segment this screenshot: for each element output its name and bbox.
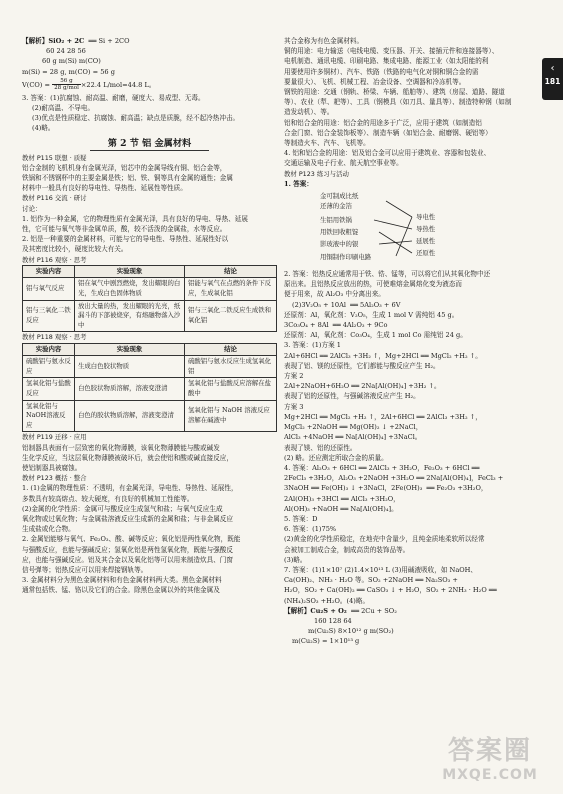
diagram-left-label: 用铁回收粗锭 [320,228,359,237]
answer-6-line: (2)黄金的化学性质稳定，在地壳中含量少，且纯金质地柔软所以经常 [284,535,485,544]
paragraph-line: 交通运输及电子行业、航天航空事业等。 [284,159,403,168]
table-row: 铝与氧气反应 铝在氧气中剧烈燃烧，发出耀眼的白光，生成白色固体物质 铝能与氧气在点燃的条件下反应，生成氧化铝 [23,278,277,300]
match-line [386,201,412,217]
chevron-left-icon: ‹ [550,63,555,74]
answer-2-line: 2. 答案：铝热反应通常用于铁、锆、锰等，可以将它们从其氧化物中还 [284,270,491,279]
paragraph-line: 多数具有较高熔点、较大硬度，有良好的机械加工性能等。 [22,494,194,503]
answer-3-line: (4)略。 [32,124,55,133]
answer-5-line: 5. 答案：D [284,514,318,523]
diagram-right-label: 延展性 [416,237,436,246]
answer-6-line: (3)略。 [284,555,307,564]
paragraph-line: 1. (1)金属的物理性质：不透明，有金属光泽，导电性、导热性、延展性， [22,484,238,493]
answer-7-line: (NH₄)₂SO₃ +H₂O。(4)略。 [284,596,370,605]
answer-7-line: H₂O，SO₂ + Ca(OH)₂ ══ CaSO₃ ↓ + H₂O，SO₂ + 2NH₃ · H₂O ══ [284,586,497,595]
table-row: 氢氧化铝与NaOH溶液反应 白色的胶状物质溶解，溶液变澄清 氢氧化铝与 NaOH 溶液反应溶解在碱液中 [23,400,277,432]
subsection-heading: 教材 P116 观察 · 思考 [22,255,87,264]
experiment-table-2 [22,343,277,433]
answer-7-equation: 【解析】Cu₂S + O₂ ══ 2Cu + SO₂ [284,606,397,615]
answer-3-line: 表现了铝的还原性，与强碱溶液反应产生 H₂。 [284,392,420,401]
paragraph-line: 钢铁的用途：交通（钢轨、桥梁、车辆、船舶等）、建筑（房屋、道路、隧道 [284,88,505,97]
paragraph-line: 讨论： [22,204,42,213]
paragraph-line: 生成盐或化合物。 [22,525,75,534]
analysis-result: m(Si) = 28 g, m(CO) = 56 g [22,67,115,76]
paragraph-line: 电机制造、通讯电缆、印刷电路、集成电路、能源工业（如太阳能的利 [284,57,489,66]
answer-3-line: 表现了铝、镁的还原性，它们都能与酸反应产生 H₂。 [284,361,440,370]
diagram-right-label: 还原性 [416,249,436,258]
answer-4-equation: 3NaOH ══ Fe(OH)₃ ↓ +3NaCl，2Fe(OH)₃ ══ Fe₂O₃ +3H₂O， [284,484,488,493]
paragraph-line: 等）、农业（犁、耙等）、工具（钢模具（如刀具、量具等）、制造特种钢（如制 [284,98,512,107]
analysis-unknowns: 60 g m(Si) m(CO) [42,57,101,66]
paragraph-line: 要量很大）、飞机、机械工程、冶金设备、空调器和冷冻机等。 [284,77,466,86]
left-column [22,36,277,596]
answer-3-line: (2) 略。还应测定所取合金的质量。 [284,453,388,462]
paragraph-line: 合金门窗、铝合金装饰板等）、制造车辆（如铝合金、耐磨钢、硬铝等） [284,128,492,137]
answer-3-line: 2Al+2NaOH+6H₂O ══ 2Na[Al(OH)₄] +3H₂ ↑。 [284,382,441,391]
page-number: 181 [544,77,561,86]
paragraph-line: 等制造火车、汽车、飞机等。 [284,139,370,148]
answer-3-line: (2)耐高温、不导电。 [32,104,95,113]
paragraph-line: 性，它可能与氧气等非金属单质，酸，较不活泼的金属盐，水等反应。 [22,225,227,234]
analysis-volume: V(CO) = $\frac{56 g}{\text{28 g/mol}}$ ×22.4 L/mol=44.8 L。 [22,77,156,92]
answer-4-line: 2FeCl₃ +3H₂O，Al₂O₃ +2NaOH +3H₂O ══ 2Na[Al(OH)₄]，FeCl₃ + [284,474,504,483]
table-row: 铝与三氧化二铁反应 放出大量的热，发出耀眼的光亮，纸漏斗的下部被烧穿，有熔融物落入沙中 铝与三氧化二铁反应生成铁和氧化铝 [23,300,277,332]
paragraph-line: 1. 铝作为一种金属，它的物理性质有金属光泽，具有良好的导电、导热、延展 [22,214,248,223]
diagram-left-label: 影玻液中的银 [320,240,359,249]
answer-2-equation: (2)3V₂O₅ + 10Al ══ 5Al₂O₃ + 6V [292,300,401,309]
subsection-heading: 教材 P123 概括 · 整合 [22,474,87,483]
subsection-heading: 教材 P119 迁移 · 应用 [22,433,87,442]
page-number-tab [542,58,563,100]
answer-2-line: 还原剂：Al，氧化剂：Co₃O₄，生成 1 mol Co 需纯铝 24 g。 [284,331,467,340]
property-matching-diagram [284,191,522,267]
paragraph-line: 2. 金属铝能够与氧气、Fe₂O₃、酸、碱等反应；氧化铝是两性氧化物，既能 [22,535,241,544]
paragraph-line: 使铝制器具被腐蚀。 [22,463,82,472]
answer-3-line: Mg+2HCl ══ MgCl₂ +H₂ ↑，2Al+6HCl ══ 2AlCl₃ +3H₂ ↑， [284,412,482,421]
diagram-right-label: 导电性 [416,213,436,222]
paragraph-line: 4. 铝和铝合金的用途：铝及铝合金可以应用于建筑业、容器和包装业、 [284,149,491,158]
subsection-heading: 教材 P116 交流 · 研讨 [22,194,87,203]
answer-3-line: 3. 答案：(1)抗腐蚀、耐高温、耐磨，硬度大、易成型、无毒。 [22,93,205,102]
answer-3-line: MgCl₂ +2NaOH ══ Mg(OH)₂ ↓ +2NaCl， [284,423,423,432]
answer-2-line: 原出来。且铝热反应放出的热，可使难熔金属熔化变为液态而 [284,280,463,289]
analysis-masses: 60 24 28 56 [46,47,86,56]
answer-1-label: 1. 答案： [284,179,313,188]
diagram-right-label: 导热性 [416,225,436,234]
diagram-left-label: 用铜制作印刷电路 [320,253,372,262]
answer-3-line: 3. 答案：(1)方案 1 [284,341,341,350]
paragraph-line: 3. 金属材料分为黑色金属材料和有色金属材料两大类。黑色金属材料 [22,576,222,585]
paragraph-line: 用要使用许多铜材）、汽车、铁路（铁路的电气化对铜和铜合金的需 [284,67,479,76]
table-row: 硫酸铝与氨水反应 生成白色胶状物质 硫酸铝与氨水反应生成氢氧化铝 [23,356,277,378]
paragraph-line: 氧化物或过氧化物；与金属盐溶液反应生成新的金属和盐；与非金属反应 [22,515,233,523]
paragraph-line: 铜的用途：电力输送（电线电缆、变压器、开关、接插元件和连接器等）、 [284,47,499,56]
paragraph-line: 应，也能与强碱反应。铝及其合金以及氧化铝等可以用来制造炊具、门窗 [22,555,233,564]
subsection-heading: 教材 P118 观察 · 思考 [22,333,87,342]
match-line [374,220,412,229]
subsection-heading: 教材 P115 联想 · 质疑 [22,153,87,162]
right-column [284,36,522,647]
answer-2-equation: 3Co₃O₄ + 8Al ══ 4Al₂O₃ + 9Co [284,321,388,330]
paragraph-line: 铝制器具表面有一层致密的氧化物薄膜，该氧化物薄膜能与酸或碱发 [22,443,220,452]
experiment-table-1 [22,265,277,333]
answer-4-line: Al(OH)₃ +NaOH ══ Na[Al(OH)₄]。 [284,504,398,513]
paragraph-line: 铝和铝合金的用途：铝合金的用途多于广泛，应用于建筑（如制造铝 [284,118,482,127]
answer-4-line: 4. 答案：Al₂O₃ + 6HCl ══ 2AlCl₃ + 3H₂O，Fe₂O₃ + 6HCl ══ [284,463,480,472]
diagram-left-label: 金可制成比纸 [320,192,359,201]
answer-7-line: m(Cu₂S) = 1×10¹³ g [292,637,360,646]
answer-6-line: 6. 答案：(1)75% [284,525,337,534]
paragraph-line: 信号弹等；铝热反应可以用来焊接钢轨等。 [22,566,148,575]
paragraph-line: 通常包括铁、锰、铬以及它们的合金。除黑色金属以外的其他金属及 [22,586,220,595]
table-header-row: 实验内容 实验现象 结论 [23,343,277,356]
diagram-left-label: 生铝用铁锅 [320,216,352,225]
paragraph-line: 生化学反应，当这层氧化物薄膜被破坏后，就会使铝和酸或碱直接反应， [22,453,233,462]
paragraph-line: 2. 铝是一种重要的金属材料，可能与它的导电性、导热性、延展性好以 [22,235,229,244]
answer-7-line: 7. 答案：(1)1×10⁷ (2)1.4×10¹³ L (3)用碱液吸收，如 NaOH、 [284,565,477,574]
answer-6-line: 会被加工制成合金，制成高贵的装饰品等。 [284,545,410,554]
answer-4-line: 2Al(OH)₃ +3HCl ══ AlCl₃ +3H₂O， [284,494,400,503]
paragraph-line: 其合金称为有色金属材料。 [284,37,364,45]
answer-3-line: 方案 3 [284,402,304,411]
paragraph-line: 材料中一般具有良好的导电性、导热性、延展性等性质。 [22,184,187,193]
subsection-heading: 教材 P123 练习与活动 [284,169,349,178]
paragraph-line: 及其密度比较小，硬度比较大有关。 [22,245,128,254]
table-row: 氢氧化铝与盐酸反应 白色胶状物质溶解，溶液变澄清 氢氧化铝与盐酸反应溶解在盐酸中 [23,378,277,400]
paragraph-line: (2)金属的化学性质：金属可与酸反应生成氢气和盐；与氧气反应生成 [22,504,223,513]
table-header-row: 实验内容 实验现象 结论 [23,265,277,278]
paragraph-line: 铁锅和不锈钢杯中的主要金属是铁；铝、铁、铜等具有金属的通性；金属 [22,174,233,183]
answer-3-line: 方案 2 [284,372,304,381]
match-line [379,241,412,244]
watermark-logo: 答案圈 MXQE.COM [442,736,538,783]
answer-7-line: 160 128 64 [314,616,352,625]
answer-7-line: Ca(OH)₂、NH₃ · H₂O 等。SO₂ +2NaOH ══ Na₂SO₃ + [284,576,458,585]
answer-7-line: m(Cu₂S) 8×10¹² g m(SO₂) [308,627,394,636]
analysis-equation: 【解析】SiO₂ + 2C ══ Si + 2CO [22,37,130,45]
answer-2-line: 还原剂：Al，氧化剂：V₂O₅，生成 1 mol V 需纯铝 45 g。 [284,310,459,319]
answer-3-line: 2Al+6HCl ══ 2AlCl₃ +3H₂ ↑，Mg+2HCl ══ MgCl₂ +H₂ ↑。 [284,351,482,360]
answer-2-line: 便于用来，故 Al₂O₃ 中分离出来。 [284,290,385,299]
diagram-left-label: 还薄的金箔 [320,202,352,211]
section-title: 第 2 节 铝 金属材料 [22,137,277,151]
match-line [396,217,412,256]
answer-3-line: AlCl₃ +4NaOH ══ Na[Al(OH)₄] +3NaCl。 [284,433,422,442]
paragraph-line: 与强酸反应，也能与强碱反应；氢氧化铝是两性氢氧化物，既能与强酸反 [22,545,233,554]
paragraph-line: 造发动机）、等。 [284,108,334,117]
paragraph-line: 铝合金制的飞机机身有金属光泽，铝芯中的金属导线有铜、铝合金等， [22,163,227,172]
answer-3-line: (3)优点是性质稳定、抗腐蚀、耐高温；缺点是质脆，经不起冷热冲击。 [32,114,240,123]
answer-3-line: 表现了镁、铝的还原性。 [284,443,357,452]
